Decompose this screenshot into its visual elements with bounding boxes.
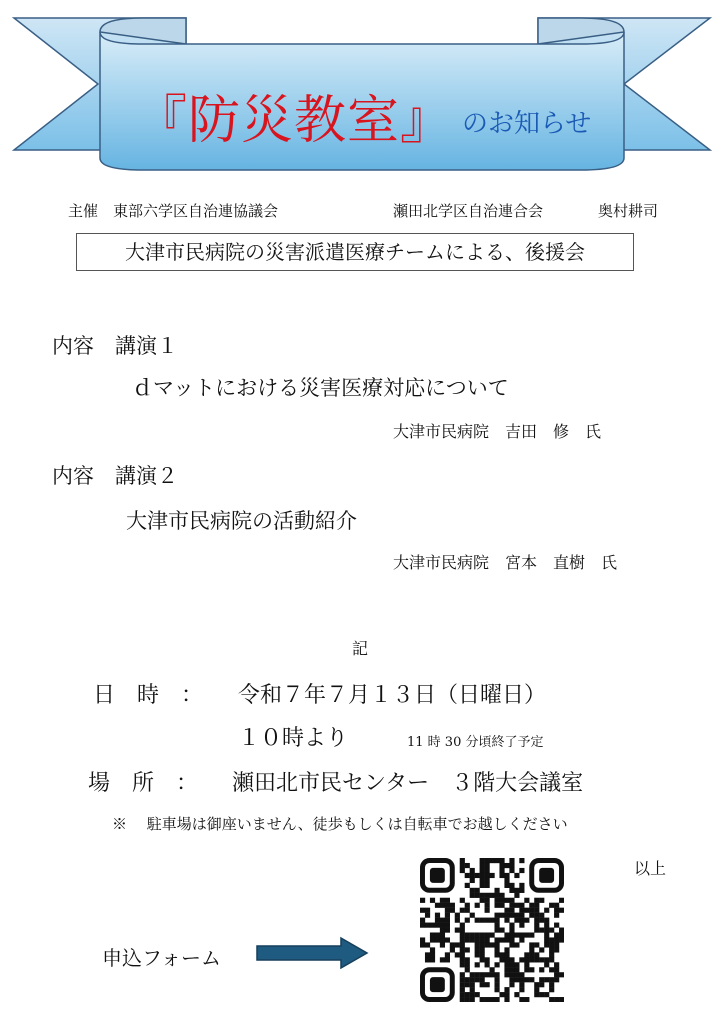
- parking-remark: ※ 駐車場は御座いません、徒歩もしくは自転車でお越しください: [112, 815, 568, 833]
- lecture-2-speaker: 大津市民病院 宮本 直樹 氏: [393, 553, 618, 572]
- time-note: 11 時 30 分頃終了予定: [407, 735, 544, 750]
- lecture-1-title: ｄマットにおける災害医療対応について: [132, 376, 509, 400]
- closing-mark: 以上: [634, 859, 667, 878]
- organizer-person: 奥村耕司: [598, 202, 659, 220]
- arrow-right-icon: [255, 936, 371, 970]
- qr-code-icon[interactable]: [420, 858, 564, 1002]
- headline-box: 大津市民病院の災害派遣医療チームによる、後援会: [76, 233, 634, 271]
- organizer-association: 瀬田北学区自治連合会: [393, 202, 544, 220]
- page-title: 『防災教室』: [135, 91, 454, 151]
- lecture-1-heading: 内容 講演１: [52, 334, 178, 358]
- lecture-2-heading: 内容 講演２: [52, 464, 178, 488]
- ki-marker: 記: [352, 639, 369, 658]
- date-value: 令和７年７月１３日（日曜日）: [238, 683, 547, 708]
- form-label: 申込フォーム: [102, 946, 221, 970]
- time-value: １０時より: [238, 726, 349, 751]
- page-subtitle: のお知らせ: [462, 109, 592, 139]
- place-value: 瀬田北市民センター ３階大会議室: [232, 771, 584, 796]
- lecture-1-speaker: 大津市民病院 吉田 修 氏: [393, 422, 602, 441]
- place-label: 場 所 ：: [88, 771, 199, 796]
- lecture-2-title: 大津市民病院の活動紹介: [126, 509, 357, 533]
- organizer-host: 主催 東部六学区自治連協議会: [68, 202, 279, 220]
- date-label: 日 時 ：: [93, 683, 204, 708]
